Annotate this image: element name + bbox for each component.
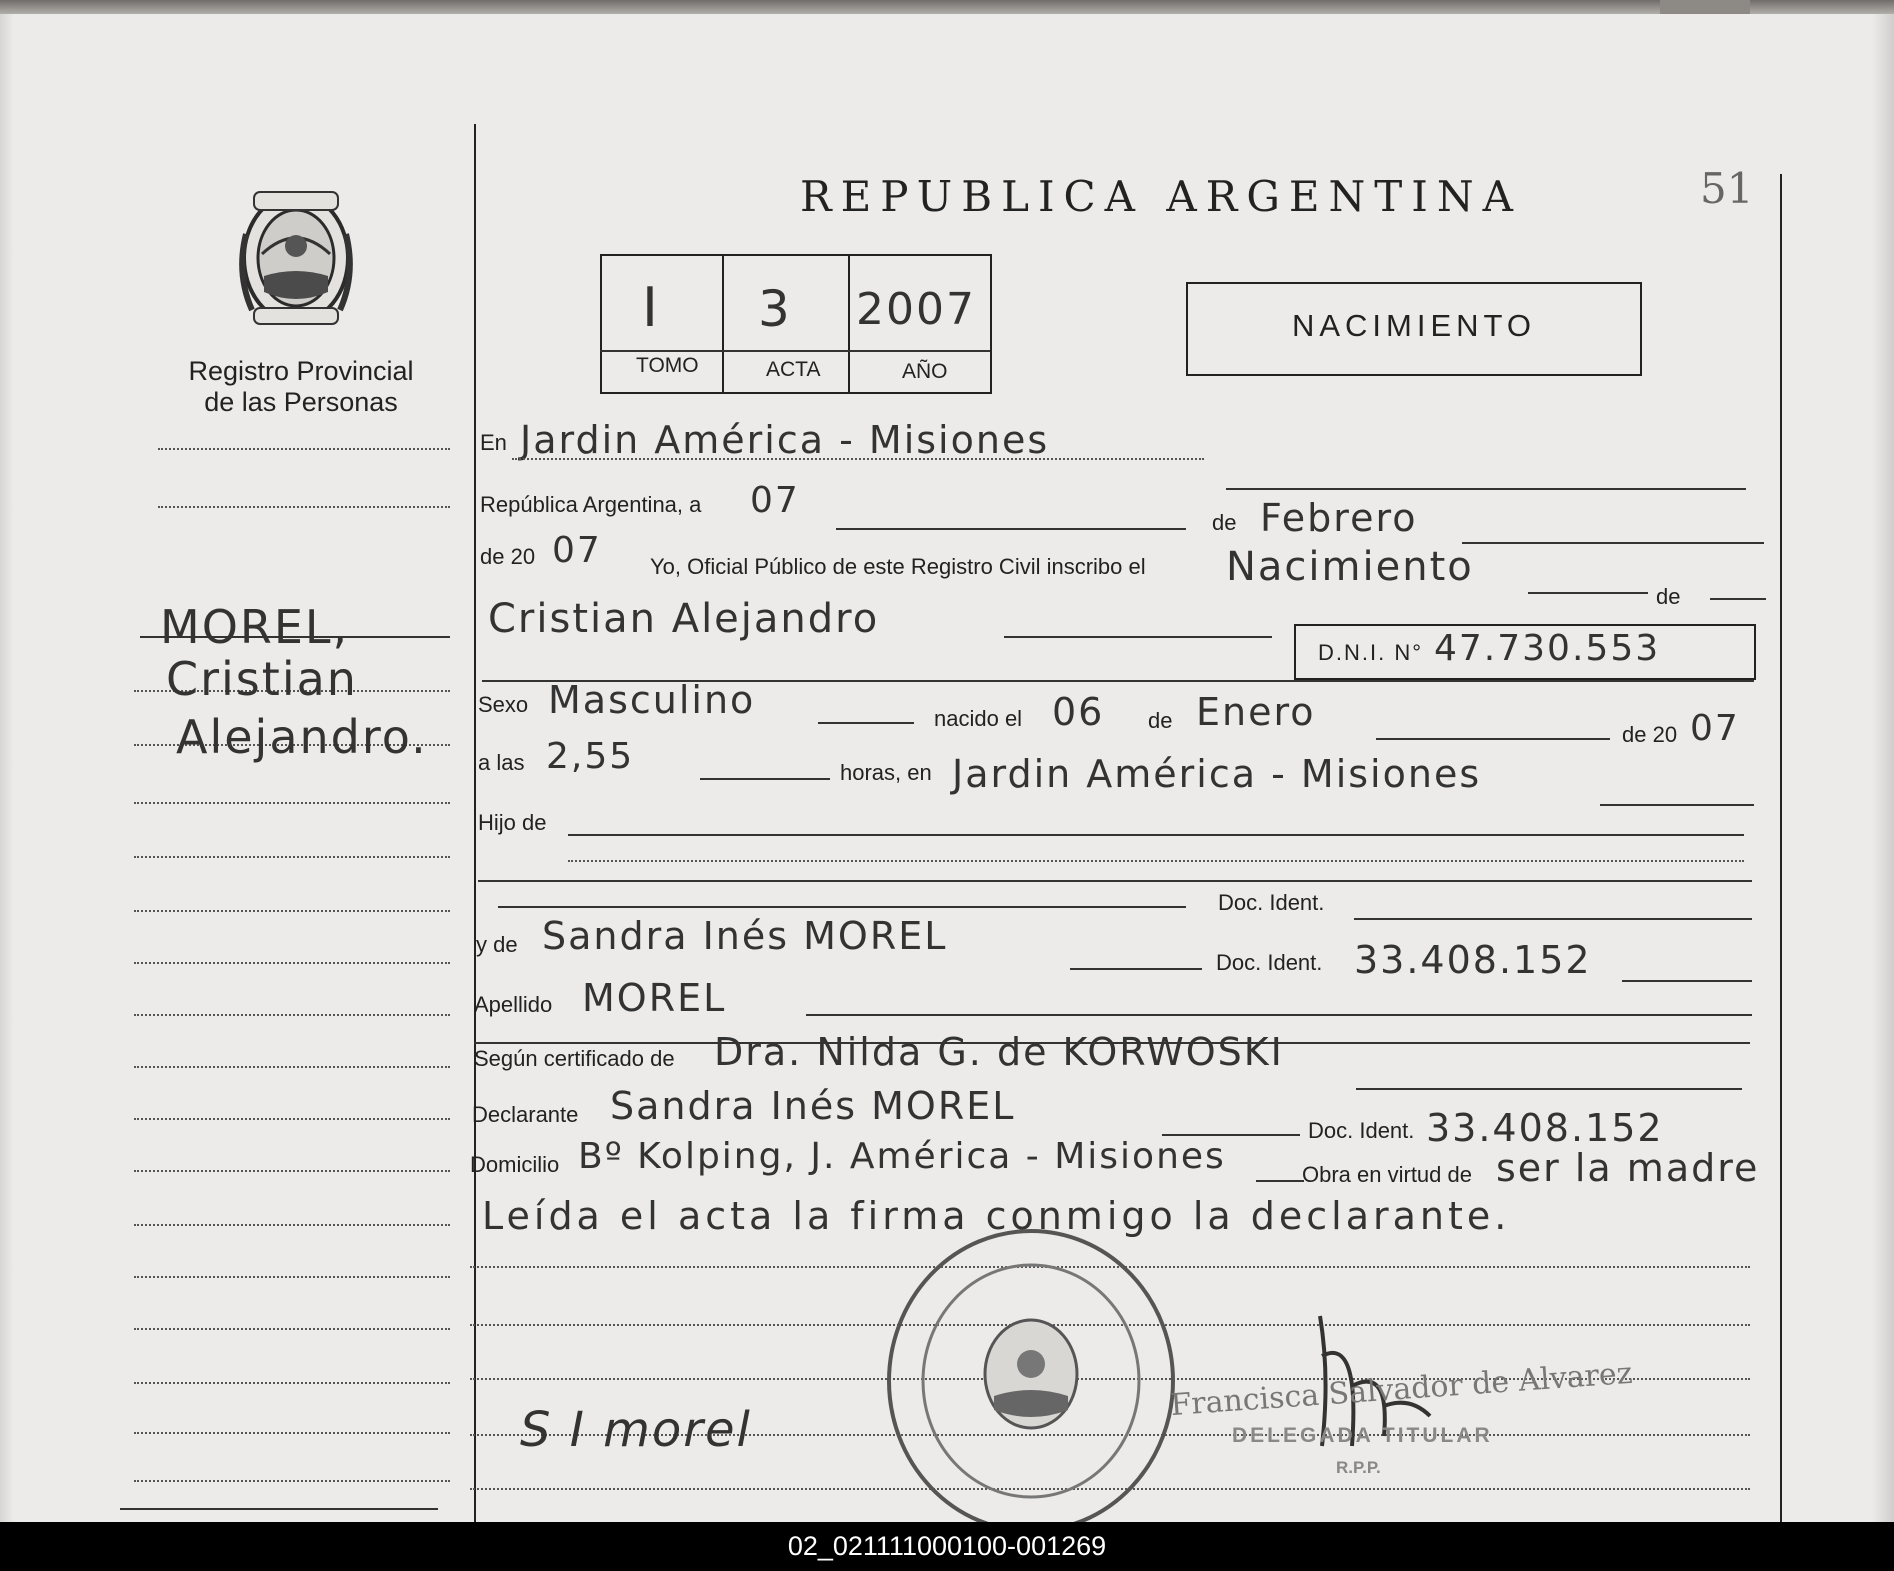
declarante-value: Sandra Inés MOREL bbox=[610, 1084, 1016, 1128]
page-number: 51 bbox=[1700, 164, 1754, 213]
margin-note-surname: MOREL, bbox=[160, 600, 350, 654]
footer-id: 02_021111000100-001269 bbox=[0, 1522, 1894, 1571]
doc-ident-label-father: Doc. Ident. bbox=[1218, 890, 1325, 915]
sexo-label: Sexo bbox=[478, 692, 529, 717]
horas-en-label: horas, en bbox=[840, 760, 932, 785]
nacido-day: 06 bbox=[1052, 690, 1105, 734]
margin-note-name1: Cristian bbox=[166, 652, 358, 706]
month-value: Febrero bbox=[1260, 496, 1418, 540]
madre-value: Sandra Inés MOREL bbox=[542, 914, 948, 958]
page-fold-shadow bbox=[0, 14, 14, 1522]
official-org: R.P.P. bbox=[1336, 1458, 1381, 1477]
certificate-page bbox=[0, 14, 1894, 1522]
year-value: 07 bbox=[552, 530, 602, 571]
act-type: NACIMIENTO bbox=[1291, 308, 1537, 343]
segun-value: Dra. Nilda G. de KORWOSKI bbox=[714, 1030, 1284, 1074]
nacido-year-label: de 20 bbox=[1622, 722, 1678, 747]
year-prefix-label: de 20 bbox=[480, 544, 536, 569]
yo-text: Yo, Oficial Público de este Registro Civil inscribo el bbox=[650, 554, 1146, 579]
madre-doc-value: 33.408.152 bbox=[1354, 938, 1592, 982]
tomo-label: TOMO bbox=[636, 354, 699, 377]
official-seal bbox=[876, 1226, 1186, 1536]
country-heading: REPUBLICA ARGENTINA bbox=[800, 172, 1522, 221]
doc-ident-label-declarante: Doc. Ident. bbox=[1308, 1118, 1415, 1143]
registry-name-line1: Registro Provincial bbox=[188, 356, 414, 386]
nacido-year: 07 bbox=[1690, 708, 1740, 749]
registry-name-line2: de las Personas bbox=[204, 387, 398, 417]
hijo-de-label: Hijo de bbox=[478, 810, 547, 835]
declarant-signature: S I morel bbox=[520, 1402, 752, 1458]
hora-value: 2,55 bbox=[546, 736, 635, 777]
acta-label: ACTA bbox=[766, 358, 821, 381]
nacido-month: Enero bbox=[1196, 690, 1316, 734]
apellido-value: MOREL bbox=[582, 976, 727, 1020]
de-label-3: de bbox=[1148, 708, 1173, 733]
dni-label: D.N.I. N° bbox=[1318, 640, 1424, 665]
en-value: Jardin América - Misiones bbox=[520, 418, 1050, 462]
sexo-value: Masculino bbox=[548, 678, 756, 722]
domicilio-label: Domicilio bbox=[470, 1152, 560, 1177]
de-label: de bbox=[1212, 510, 1237, 535]
republica-label: República Argentina, a bbox=[480, 492, 702, 517]
official-role: DELEGADA TITULAR bbox=[1232, 1424, 1493, 1447]
doc-ident-label-mother: Doc. Ident. bbox=[1216, 950, 1323, 975]
name-value: Cristian Alejandro bbox=[488, 596, 880, 642]
segun-label: Según certificado de bbox=[474, 1046, 675, 1071]
lugar-value: Jardin América - Misiones bbox=[952, 752, 1482, 796]
page-right-edge bbox=[1872, 14, 1894, 1522]
anio-label: AÑO bbox=[902, 360, 948, 383]
inscribo-value: Nacimiento bbox=[1226, 544, 1474, 590]
nacido-label: nacido el bbox=[934, 706, 1023, 731]
day-value: 07 bbox=[750, 480, 800, 521]
tomo-value: I bbox=[642, 276, 660, 339]
de-label-2: de bbox=[1656, 584, 1681, 609]
apellido-label: Apellido bbox=[474, 992, 553, 1017]
declarante-doc-value: 33.408.152 bbox=[1426, 1106, 1664, 1150]
obra-value: ser la madre bbox=[1496, 1146, 1760, 1190]
declarante-label: Declarante bbox=[472, 1102, 579, 1127]
obra-label: Obra en virtud de bbox=[1302, 1162, 1472, 1187]
misiones-emblem-logo bbox=[232, 182, 360, 332]
official-name: Francisca Salvador de Alvarez bbox=[1169, 1355, 1634, 1424]
dni-value: 47.730.553 bbox=[1434, 628, 1661, 669]
y-de-label: y de bbox=[476, 932, 518, 957]
en-label: En bbox=[480, 430, 507, 455]
acta-value: 3 bbox=[758, 280, 792, 338]
a-las-label: a las bbox=[478, 750, 525, 775]
margin-note-name2: Alejandro. bbox=[176, 710, 428, 764]
anio-value: 2007 bbox=[856, 284, 976, 335]
lectura-value: Leída el acta la firma conmigo la declarante. bbox=[482, 1194, 1511, 1238]
domicilio-value: Bº Kolping, J. América - Misiones bbox=[578, 1136, 1226, 1177]
